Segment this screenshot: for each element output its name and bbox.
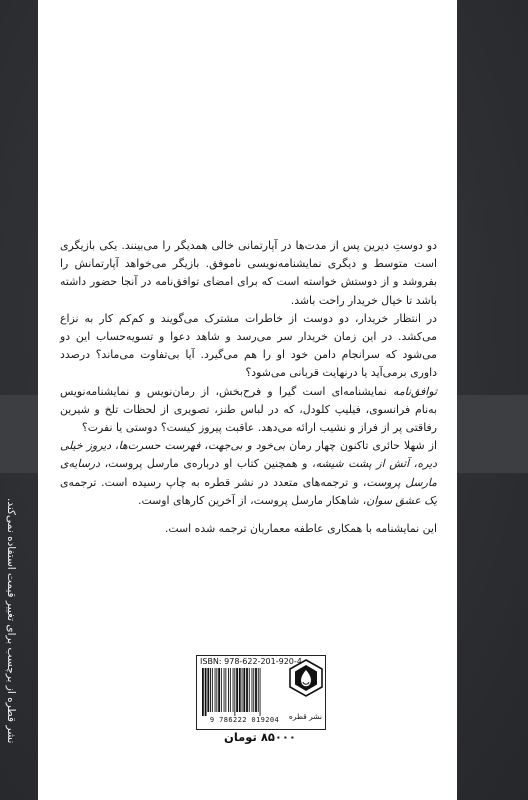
bio-text: ، شاهکار مارسل پروست، از آخرین کارهای اوست.: [137, 493, 367, 507]
barcode-bar: [249, 668, 250, 712]
price: ۸۵۰۰۰ تومان: [224, 730, 296, 744]
barcode-bar: [234, 668, 235, 716]
paragraph-3-text: نمایشنامه‌ای است گیرا و فرح‌بخش، از رمان‌نویس و نمایشنامه‌نویس به‌نام فرانسوی، فیلیپ کلودل، که در لباس طنز، تصویری از لحظات تلخ و شیرین رفاقتی پر از فراز و نشیب ارائه می‌دهد. عاقبت پیروز کیست؟ دوستی یا نفرت؟: [60, 384, 437, 435]
barcode: [200, 668, 290, 716]
right-accent-strip: [457, 395, 528, 473]
publisher-logo-icon: [288, 658, 324, 710]
barcode-bar: [224, 668, 225, 712]
publisher-name: نشر قطره: [288, 712, 322, 721]
barcode-bar: [260, 668, 261, 716]
barcode-bar: [252, 668, 253, 712]
novel-title: فهرست حسرت‌ها: [118, 439, 201, 453]
barcode-bar: [218, 668, 220, 712]
book-title: درسایه‌ی مارسل پروست: [60, 457, 437, 489]
barcode-bar: [243, 668, 245, 712]
barcode-bar: [233, 668, 234, 712]
barcode-bar: [207, 668, 209, 712]
synopsis-paragraph-1: دو دوستِ دیرین پس از مدت‌ها در آپارتمانی خالی همدیگر را می‌بینند. یکی بازیگری است متوسط و دیگری نمایشنامه‌نویسی ناموفق. بازیگر می‌خواهد آپارتمانش را بفروشد و از دوستش خواسته است که برای امضای توافق‌نامه در آنجا حضور داشته باشد تا خیال خریدار راحت باشد.: [60, 239, 437, 307]
synopsis-paragraph-3: [60, 383, 437, 438]
bio-text: ، و همچنین کتاب او درباره‌ی مارسل پروست،: [99, 457, 316, 471]
barcode-bar: [230, 668, 231, 712]
synopsis-paragraph-2: در انتظار خریدار، دو دوست از خاطرات مشترک می‌گویند و کم‌کم کار به نزاع می‌کشد. در این زمان خریدار سر می‌رسد و شاهد دعوا و تسویه‌حساب این دو می‌شود که سرانجام دامن خود او را هم می‌گیرد. آیا بی‌تفاوت می‌ماند؟ درصدد داوری برمی‌آید یا درنهایت قربانی می‌شود؟: [60, 311, 437, 380]
barcode-bar: [202, 668, 204, 716]
price-sticker-note: نشر قطره از برچسب برای تغییر قیمت استفاده نمی‌کند.: [5, 498, 17, 744]
barcode-bar: [258, 668, 259, 712]
left-accent-strip: [0, 395, 38, 473]
novel-title: آتش از پشت شیشه: [315, 457, 410, 471]
bio-text: از شهلا حائری تاکنون چهار رمان: [285, 439, 437, 453]
barcode-bar: [236, 668, 238, 712]
translator-bio: [60, 437, 437, 510]
synopsis: [60, 237, 437, 538]
barcode-digits: 9 786222 019204: [209, 716, 280, 724]
barcode-bar: [205, 668, 207, 716]
bio-text: ،: [200, 439, 209, 453]
barcode-bar: [221, 668, 222, 712]
book-title: توافق‌نامه: [393, 384, 437, 398]
barcode-bar: [212, 668, 213, 712]
barcode-bar: [215, 668, 216, 712]
barcode-bar: [228, 668, 229, 712]
barcode-bar: [255, 668, 257, 712]
isbn-label: ISBN: 978-622-201-920-4: [200, 657, 302, 666]
bio-text: ،: [409, 457, 418, 471]
barcode-bar: [253, 668, 254, 712]
barcode-bar: [225, 668, 226, 712]
bio-text: ، و ترجمه‌های متعدد در نشر قطره به چاپ رسیده است. ترجمه‌ی: [60, 475, 367, 489]
barcode-bar: [210, 668, 211, 712]
bio-text: ،: [111, 439, 119, 453]
novel-title: دیروز خیلی دیره: [60, 439, 437, 471]
barcode-bar: [242, 668, 243, 712]
novel-title: بی‌خود و بی‌جهت: [208, 439, 286, 453]
book-title: یک عشق سوان: [366, 493, 437, 507]
barcode-bar: [246, 668, 248, 712]
barcode-bar: [216, 668, 217, 712]
barcode-bar: [239, 668, 241, 712]
translation-credit: این نمایشنامه با همکاری عاطفه معماریان ترجمه شده است.: [164, 522, 437, 536]
